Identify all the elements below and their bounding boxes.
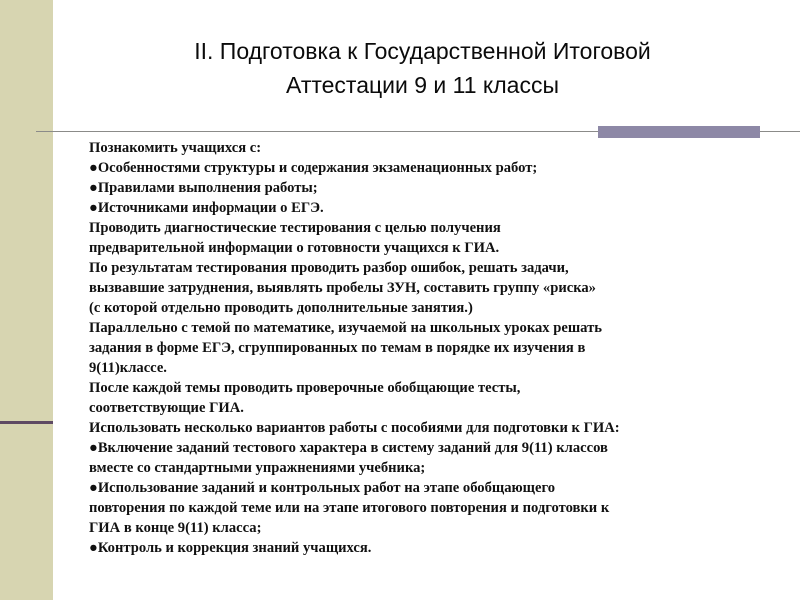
body-line: ●Правилами выполнения работы; [89,180,318,196]
body-line: вместе со стандартными упражнениями учебника; [89,460,426,476]
body-line: ●Использование заданий и контрольных работ на этапе обобщающего [89,480,556,496]
body-line: повторения по каждой теме или на этапе итогового повторения и подготовки к [89,500,610,516]
slide-title [100,34,745,102]
body-line: По результатам тестирования проводить разбор ошибок, решать задачи, [89,260,569,276]
body-line: ●Включение заданий тестового характера в систему заданий для 9(11) классов [89,440,608,456]
body-line: ●Источниками информации о ЕГЭ. [89,200,324,216]
slide-title-line-2: Аттестации 9 и 11 классы [285,72,559,98]
body-line: 9(11)классе. [89,360,167,376]
slide-body-text [89,138,769,558]
body-line: ГИА в конце 9(11) класса; [89,520,262,536]
body-line: соответствующие ГИА. [89,400,244,416]
title-divider-accent [598,126,760,138]
body-line: вызвавшие затруднения, выявлять пробелы ЗУН, составить группу «риска» [89,280,596,296]
body-line: Параллельно с темой по математике, изучаемой на школьных уроках решать [89,320,602,336]
body-line: задания в форме ЕГЭ, сгруппированных по темам в порядке их изучения в [89,340,586,356]
left-decor-bar [0,0,53,600]
body-line: Использовать несколько вариантов работы с пособиями для подготовки к ГИА: [89,420,620,436]
body-line: После каждой темы проводить проверочные обобщающие тесты, [89,380,521,396]
body-line: предварительной информации о готовности учащихся к ГИА. [89,240,500,256]
body-line: Познакомить учащихся с: [89,140,262,156]
body-line: (с которой отдельно проводить дополнительные занятия.) [89,300,473,316]
body-line: ●Контроль и коррекция знаний учащихся. [89,540,372,556]
body-line: Проводить диагностические тестирования с целью получения [89,220,501,236]
left-bar-accent-line [0,421,53,424]
slide-title-line-1: II. Подготовка к Государственной Итоговой [194,38,651,64]
body-line: ●Особенностями структуры и содержания экзаменационных работ; [89,160,538,176]
